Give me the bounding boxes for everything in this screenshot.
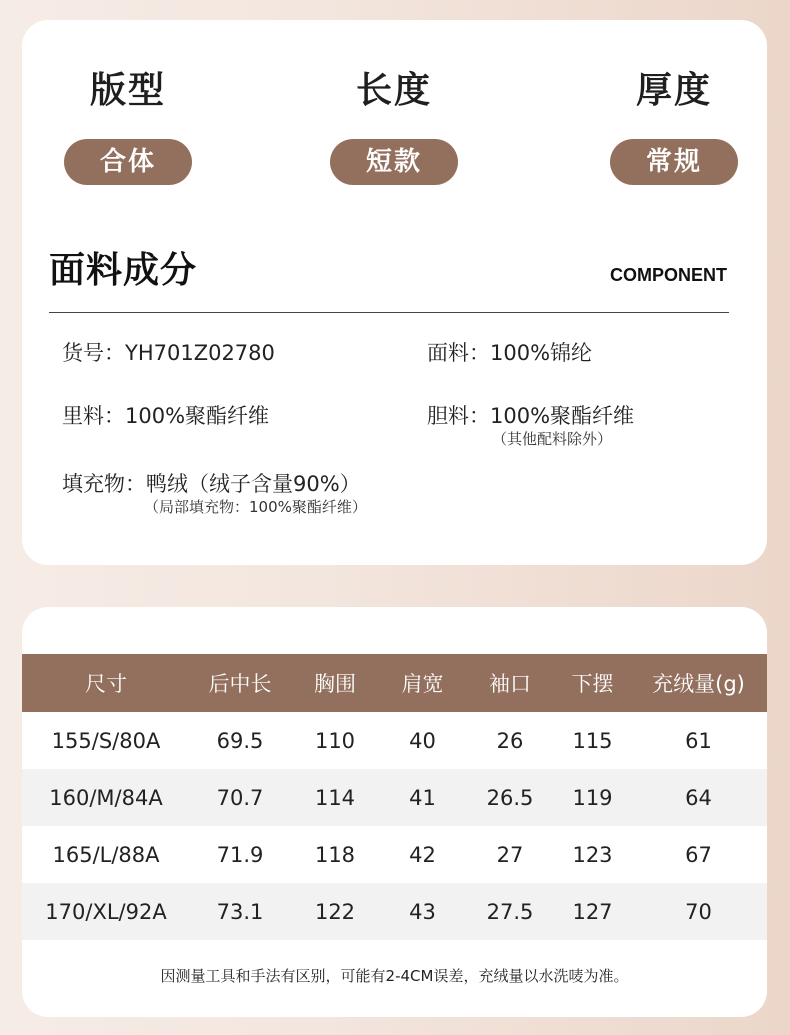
spec-lining: 里料：100%聚酯纤维 [62, 404, 270, 428]
column-header: 胸围 [290, 654, 380, 712]
table-cell: 110 [314, 728, 356, 753]
attribute-fit [48, 62, 208, 185]
table-cell: 41 [380, 769, 465, 826]
table-cell: 70.7 [190, 769, 290, 826]
table-cell: 61 [685, 728, 712, 753]
table-cell: 170/XL/92A [22, 883, 190, 940]
table-cell: 27.5 [465, 883, 555, 940]
column-header: 肩宽 [380, 654, 465, 712]
product-info-card [22, 20, 767, 565]
size-chart-card [22, 607, 767, 1017]
size-table [22, 654, 767, 940]
table-cell: 43 [380, 883, 465, 940]
table-cell: 119 [555, 769, 630, 826]
divider [49, 312, 729, 313]
table-cell: 122 [290, 883, 380, 940]
table-cell: 160/M/84A [22, 769, 190, 826]
table-cell: 114 [290, 769, 380, 826]
attribute-value-pill: 短款 [330, 139, 458, 185]
table-cell: 71.9 [216, 842, 264, 867]
table-cell: 118 [314, 842, 356, 867]
table-cell: 42 [409, 842, 436, 867]
table-cell: 70 [630, 883, 767, 940]
column-header: 后中长 [190, 654, 290, 712]
table-row [22, 769, 767, 826]
attribute-length [314, 62, 474, 185]
column-header: 充绒量(g) [630, 654, 767, 712]
attribute-value-pill: 合体 [64, 139, 192, 185]
table-cell: 123 [572, 842, 613, 867]
table-row [22, 712, 767, 769]
table-cell: 26.5 [465, 769, 555, 826]
table-cell: 155/S/80A [51, 728, 161, 753]
table-cell: 40 [409, 728, 436, 753]
section-subtitle: COMPONENT [610, 265, 727, 285]
spec-fabric: 面料：100%锦纶 [427, 341, 593, 365]
column-header: 下摆 [555, 654, 630, 712]
table-cell: 64 [630, 769, 767, 826]
table-cell: 165/L/88A [52, 842, 160, 867]
spec-inner: 胆料：100%聚酯纤维 [427, 404, 635, 428]
column-header: 尺寸 [22, 654, 190, 712]
attribute-value-pill: 常规 [610, 139, 738, 185]
column-header: 袖口 [465, 654, 555, 712]
table-cell: 73.1 [190, 883, 290, 940]
attribute-title: 厚度 [635, 70, 712, 111]
table-cell: 27 [496, 842, 524, 867]
attribute-thickness [594, 62, 754, 185]
spec-filling-note: （局部填充物：100%聚酯纤维） [144, 498, 367, 516]
spec-inner-note: （其他配料除外） [492, 430, 613, 448]
measurement-footnote: 因测量工具和手法有区别，可能有2-4CM误差，充绒量以水洗唛为准。 [160, 967, 629, 985]
attribute-title: 版型 [89, 70, 166, 111]
section-title: 面料成分 [49, 250, 198, 291]
spec-item-no: 货号：YH701Z02780 [62, 341, 275, 365]
spec-filling: 填充物：鸭绒（绒子含量90%） [62, 472, 361, 496]
table-row [22, 883, 767, 940]
table-cell: 67 [685, 842, 712, 867]
table-cell: 26 [496, 728, 524, 753]
table-cell: 127 [555, 883, 630, 940]
table-header-row [22, 654, 767, 712]
table-cell: 115 [572, 728, 613, 753]
attribute-title: 长度 [355, 70, 432, 111]
table-cell: 69.5 [216, 728, 264, 753]
table-row [22, 826, 767, 883]
